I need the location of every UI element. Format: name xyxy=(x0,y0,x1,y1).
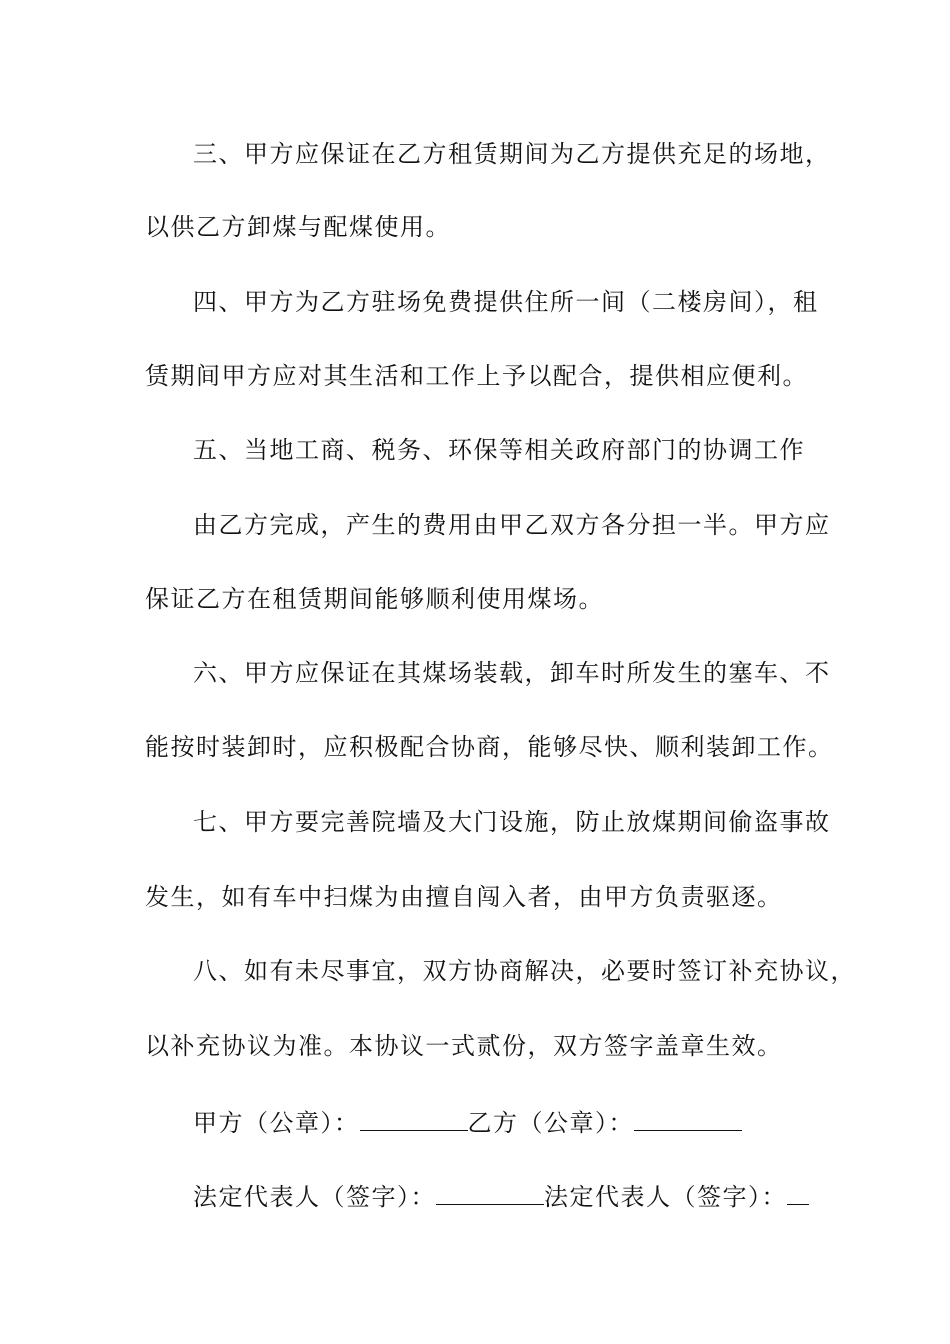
party-b-rep-label: 法定代表人（签字）： xyxy=(544,1183,787,1211)
clause-8-line-1: 八、如有未尽事宜，双方协商解决，必要时签订补充协议， xyxy=(193,957,856,985)
party-b-seal-label: 乙方（公章）： xyxy=(467,1109,634,1137)
clause-5-line-2: 由乙方完成，产生的费用由甲乙双方各分担一半。甲方应 xyxy=(193,511,831,539)
clause-6-line-2: 能按时装卸时，应积极配合协商，能够尽快、顺利装卸工作。 xyxy=(145,733,834,761)
signature-seal-row xyxy=(0,1104,950,1140)
clause-6-line-1: 六、甲方应保证在其煤场装载，卸车时所发生的塞车、不 xyxy=(193,659,831,687)
party-a-rep-blank[interactable] xyxy=(436,1178,544,1205)
clause-7-line-2: 发生，如有车中扫煤为由擅自闯入者，由甲方负责驱逐。 xyxy=(145,883,783,911)
clause-5-line-3: 保证乙方在租赁期间能够顺利使用煤场。 xyxy=(145,585,604,613)
clause-4-line-2: 赁期间甲方应对其生活和工作上予以配合，提供相应便利。 xyxy=(145,362,808,390)
clause-5-line-1: 五、当地工商、税务、环保等相关政府部门的协调工作 xyxy=(193,436,805,464)
clause-7-line-1: 七、甲方要完善院墙及大门设施，防止放煤期间偷盗事故 xyxy=(193,808,831,836)
clause-8-line-2: 以补充协议为准。本协议一式贰份，双方签字盖章生效。 xyxy=(145,1032,783,1060)
clause-3-line-2: 以供乙方卸煤与配煤使用。 xyxy=(145,213,451,241)
signature-rep-row xyxy=(0,1178,950,1214)
party-a-seal-blank[interactable] xyxy=(360,1104,468,1131)
clause-4-line-1: 四、甲方为乙方驻场免费提供住所一间（二楼房间），租 xyxy=(193,288,819,316)
party-a-rep-label: 法定代表人（签字）： xyxy=(193,1183,436,1211)
party-a-seal-label: 甲方（公章）： xyxy=(193,1109,360,1137)
party-b-seal-blank[interactable] xyxy=(634,1104,742,1131)
clause-3-line-1: 三、甲方应保证在乙方租赁期间为乙方提供充足的场地， xyxy=(193,140,831,168)
party-b-rep-blank[interactable] xyxy=(787,1178,809,1205)
